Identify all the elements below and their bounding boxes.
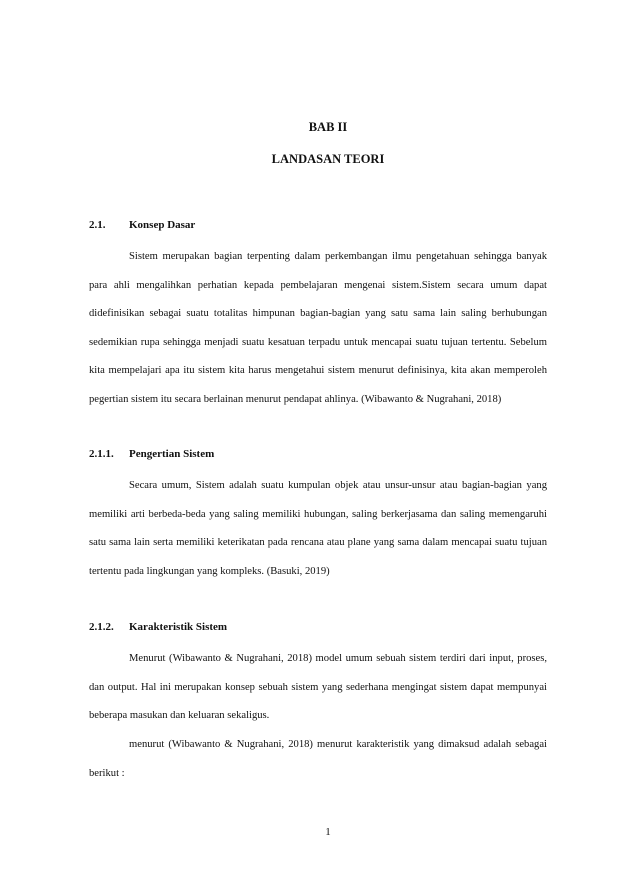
section-heading-2-1 [89, 219, 195, 231]
section-title: Karakteristik Sistem [129, 621, 228, 633]
paragraph-karakteristik-2: menurut (Wibawanto & Nugrahani, 2018) menurut karakteristik yang dimaksud adalah sebagai berikut : [89, 739, 547, 779]
section-number: 2.1.2. [89, 621, 114, 633]
paragraph-pengertian-sistem: Secara umum, Sistem adalah suatu kumpulan objek atau unsur-unsur atau bagian-bagian yang memiliki arti berbeda-beda yang saling memiliki hubungan, saling berkerjasama dan saling memengaruhi satu sama lain serta memiliki keterikatan pada rencana atau plane yang sama dalam mencapai suatu tujuan tertentu pada lingkungan yang kompleks. (Basuki, 2019) [89, 480, 547, 577]
chapter-label: BAB II [308, 120, 348, 134]
page-number: 1 [325, 826, 331, 838]
section-number: 2.1.1. [89, 448, 114, 460]
chapter-title: LANDASAN TEORI [271, 152, 385, 166]
section-heading-2-1-1 [89, 448, 214, 460]
paragraph-konsep-dasar: Sistem merupakan bagian terpenting dalam perkembangan ilmu pengetahuan sehingga banyak para ahli mengalihkan perhatian kepada pembelajaran mengenai sistem.Sistem secara umum dapat didefinisikan sebagai suatu totalitas himpunan bagian-bagian yang satu sama lain saling berhubungan sedemikian rupa sehingga menjadi suatu kesatuan terpadu untuk mencapai suatu tujuan tertentu. Sebelum kita mempelajari apa itu sistem kita harus mengetahui sistem menurut definisinya, kita akan memperoleh pegertian sistem itu secara berlainan menurut pendapat ahlinya. (Wibawanto & Nugrahani, 2018) [89, 251, 547, 405]
section-title: Pengertian Sistem [129, 448, 215, 460]
section-heading-2-1-2 [89, 621, 227, 633]
section-title: Konsep Dasar [129, 219, 196, 231]
section-number: 2.1. [89, 219, 106, 231]
paragraph-karakteristik-1: Menurut (Wibawanto & Nugrahani, 2018) model umum sebuah sistem terdiri dari input, proses, dan output. Hal ini merupakan konsep sebuah sistem yang sederhana mengingat sistem dapat mempunyai beberapa masukan dan keluaran sekaligus. [89, 653, 547, 721]
